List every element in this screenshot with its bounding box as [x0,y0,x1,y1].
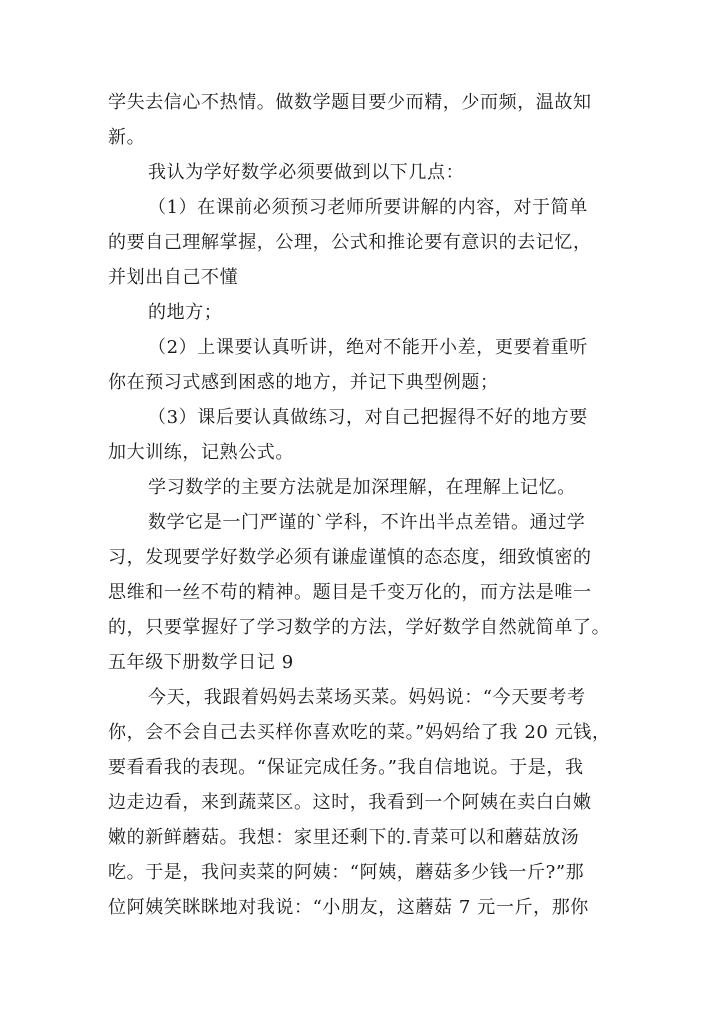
text-line: 嫩的新鲜蘑菇。我想：家里还剩下的.青菜可以和蘑菇放汤 [108,827,580,848]
text-line: 你在预习式感到困惑的地方，并记下典型例题； [108,372,499,393]
text-line: 数学它是一门严谨的`学科，不许出半点差错。通过学 [148,512,586,533]
text-line: 并划出自己不懂 [108,267,239,288]
text-line: 你，会不会自己去买样你喜欢吃的菜。”妈妈给了我 20 元钱， [108,722,611,743]
text-line: 吃。于是，我问卖菜的阿姨：“阿姨，蘑菇多少钱一斤?”那 [108,862,585,883]
text-line: 加大训练，记熟公式。 [108,442,294,463]
text-line: 的地方； [148,302,223,323]
text-line: 今天，我跟着妈妈去菜场买菜。妈妈说：“今天要考考 [148,687,586,708]
section-heading: 五年级下册数学日记 9 [108,652,294,673]
text-line: （2）上课要认真听讲，绝对不能开小差，更要着重听 [148,337,588,358]
text-line: 我认为学好数学必须要做到以下几点： [148,162,465,183]
text-line: （1）在课前必须预习老师所要讲解的内容，对于简单 [148,197,588,218]
text-line: 学失去信心不热情。做数学题目要少而精，少而频，温故知 [108,92,592,113]
text-line: 的要自己理解掌握，公理，公式和推论要有意识的去记忆， [108,232,592,253]
text-line: 学习数学的主要方法就是加深理解，在理解上记忆。 [148,477,576,498]
text-line: （3）课后要认真做练习，对自己把握得不好的地方要 [148,407,588,428]
text-line: 习，发现要学好数学必须有谦虚谨慎的态态度，细致慎密的 [108,547,592,568]
text-line: 新。 [108,127,146,148]
text-line: 思维和一丝不苟的精神。题目是千变万化的，而方法是唯一 [108,582,592,603]
text-line: 位阿姨笑眯眯地对我说：“小朋友，这蘑菇 7 元一斤，那你 [108,897,589,918]
text-line: 要看看我的表现。“保证完成任务。”我自信地说。于是，我 [108,757,584,778]
text-line: 的，只要掌握好了学习数学的方法，学好数学自然就简单了。 [108,617,611,638]
text-line: 边走边看，来到蔬菜区。这时，我看到一个阿姨在卖白白嫩 [108,792,592,813]
